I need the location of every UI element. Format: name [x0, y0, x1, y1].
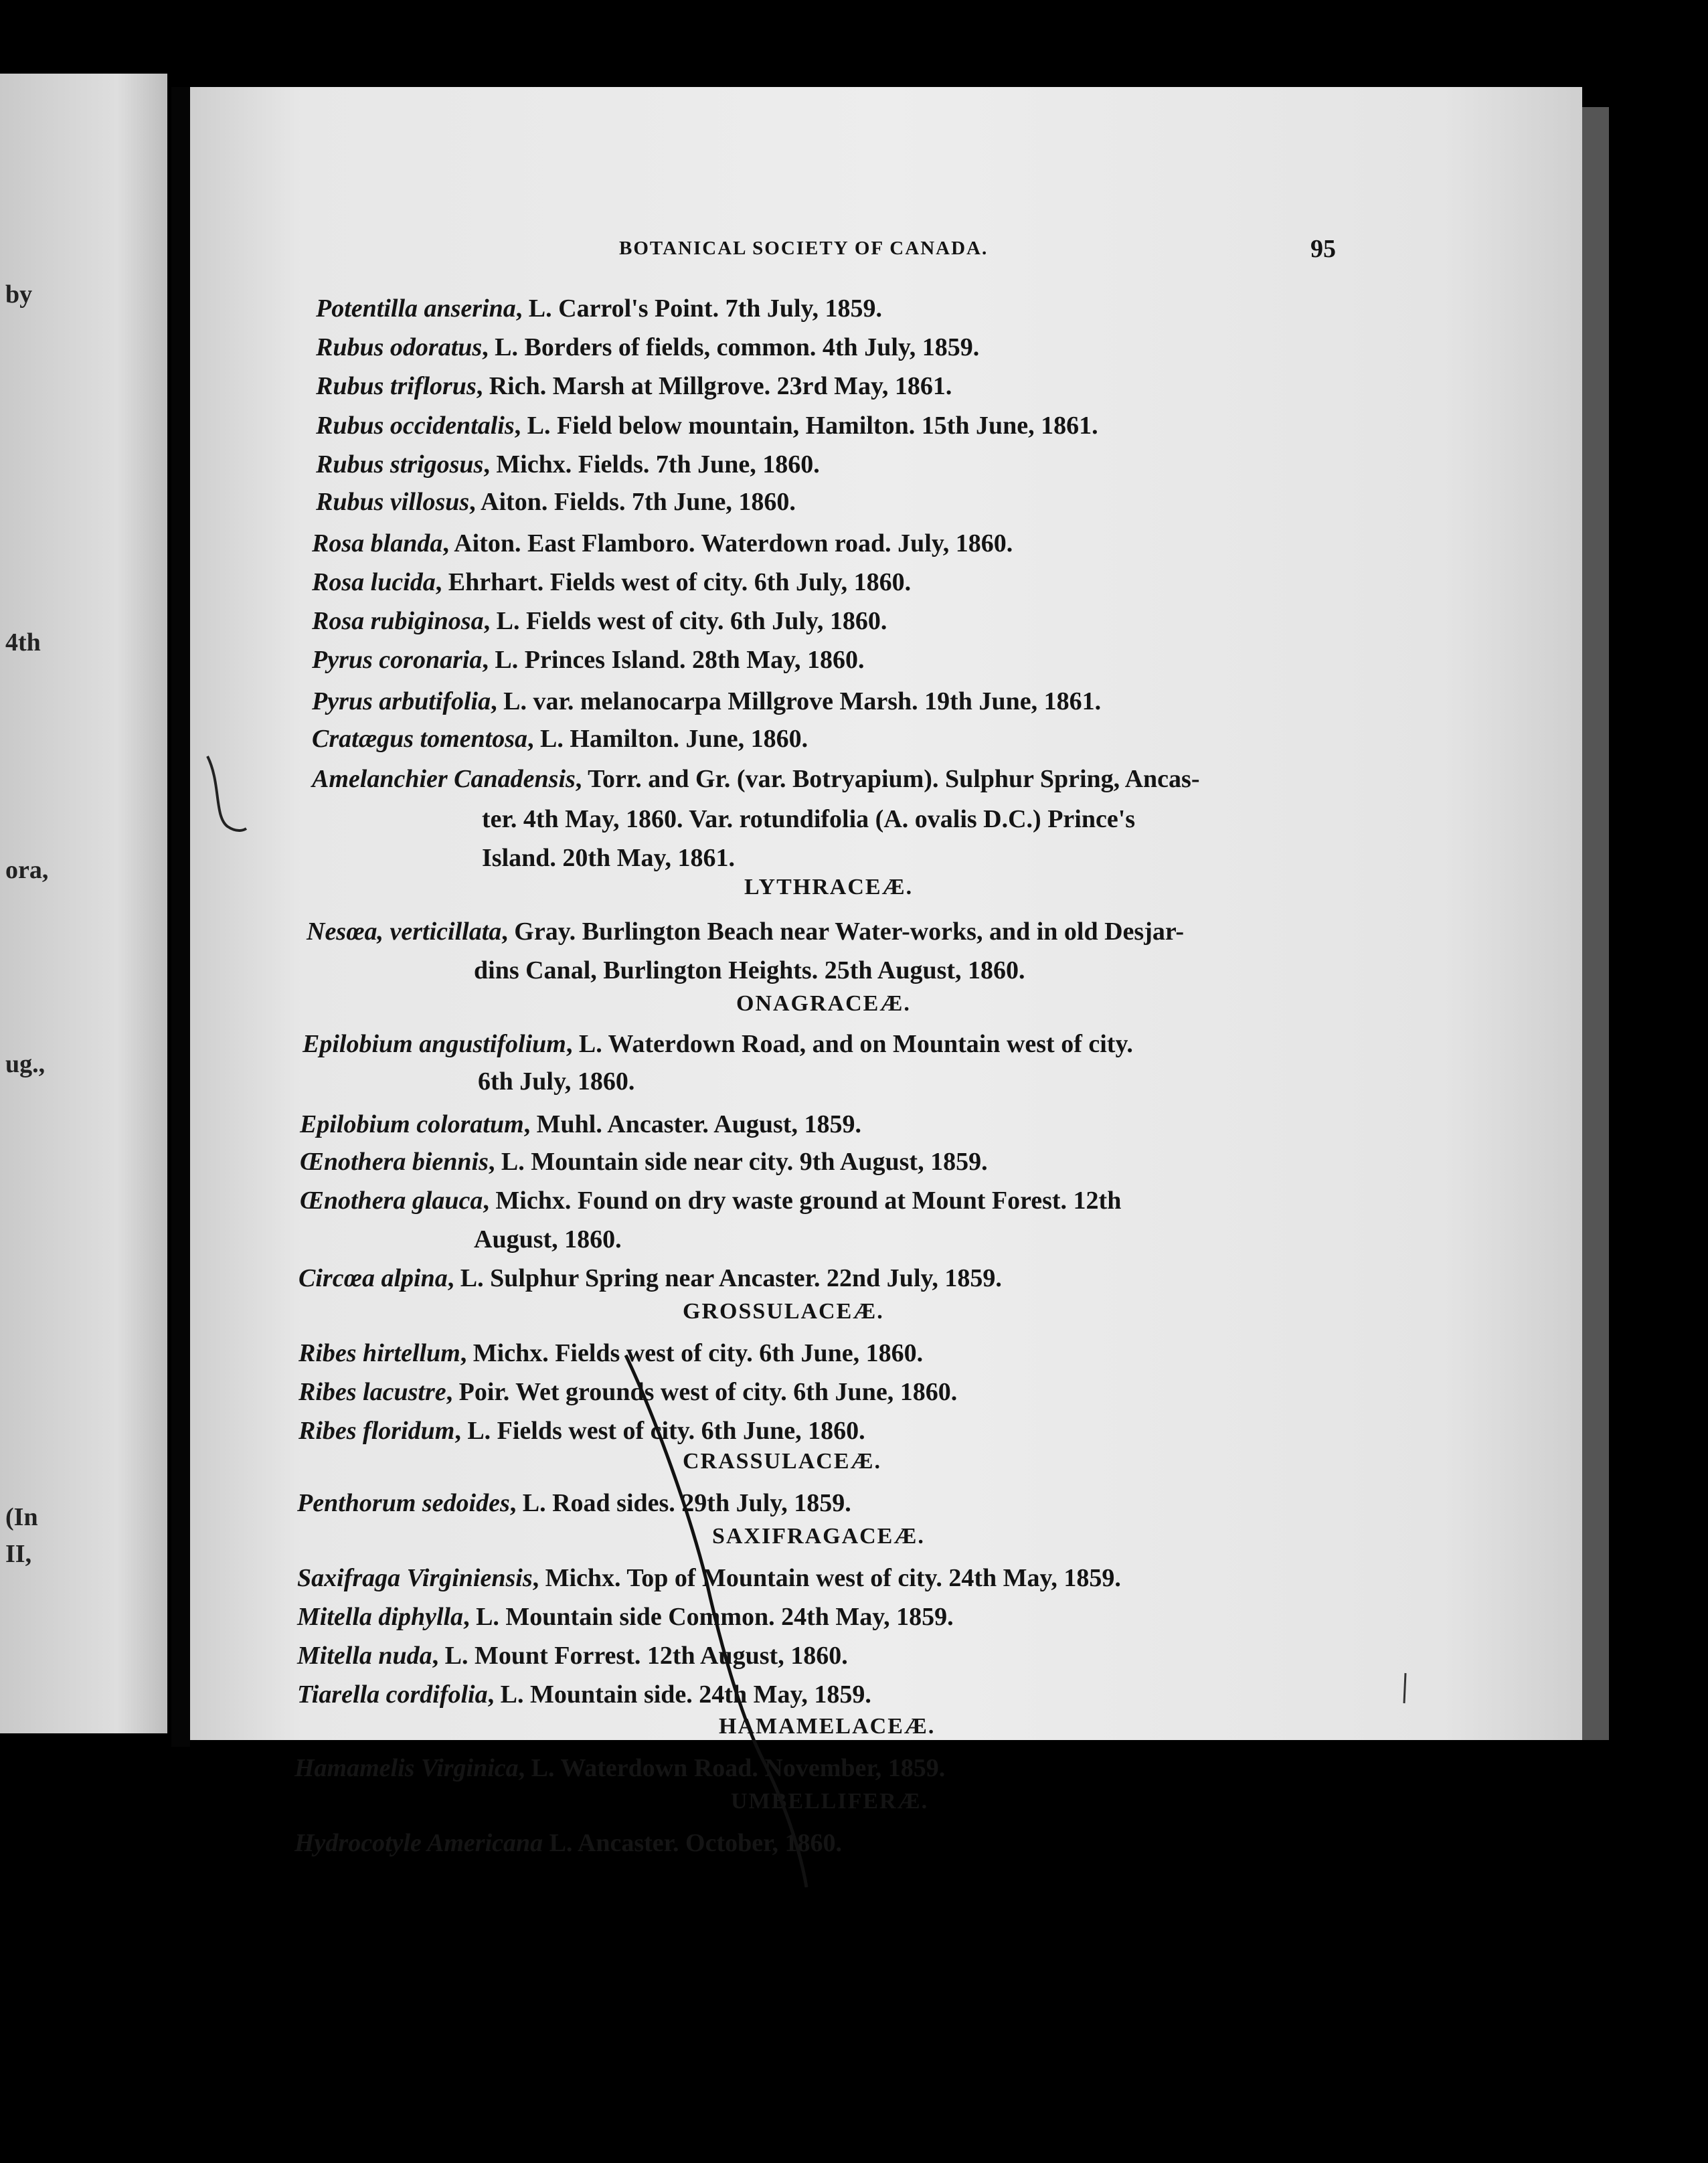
entry-detail: , Michx. Fields west of city. 6th June, 1860. — [460, 1339, 924, 1367]
entry-detail: ter. 4th May, 1860. Var. rotundifolia (A. ovalis D.C.) Prince's — [482, 805, 1136, 833]
page-number: 95 — [1310, 235, 1336, 263]
left-fragment: ug., — [5, 1050, 46, 1078]
species-name: Ribes hirtellum — [298, 1339, 460, 1367]
entry-detail: , L. Road sides. 29th July, 1859. — [509, 1489, 851, 1517]
species-name: Ribes lacustre — [298, 1378, 446, 1406]
species-name: Pyrus coronaria — [312, 646, 483, 674]
species-name: Circœa alpina — [298, 1264, 448, 1292]
species-name: Œnothera glauca — [300, 1187, 483, 1215]
species-name: Cratægus tomentosa — [312, 725, 528, 753]
entry-detail: , L. Princes Island. 28th May, 1860. — [482, 646, 865, 674]
entry-detail: , L. Mountain side Common. 24th May, 1859. — [463, 1603, 954, 1631]
species-name: Pyrus arbutifolia — [312, 687, 491, 715]
entry-detail: , Gray. Burlington Beach near Water-works, and in old Desjar- — [501, 918, 1184, 946]
species-name: Epilobium angustifolium — [303, 1030, 566, 1058]
entry-detail: , L. Waterdown Road. November, 1859. — [518, 1754, 946, 1782]
entry-detail: , Muhl. Ancaster. August, 1859. — [523, 1110, 861, 1138]
entry-detail: , Michx. Found on dry waste ground at Mount Forest. 12th — [483, 1187, 1122, 1215]
family-heading: GROSSULACEÆ. — [683, 1299, 884, 1324]
left-fragment: by — [5, 280, 33, 309]
species-name: Rosa lucida — [312, 568, 436, 596]
entry-detail: , L. Waterdown Road, and on Mountain west of city. — [566, 1030, 1133, 1058]
species-name: Rosa blanda — [312, 529, 443, 557]
entry-detail: , L. Carrol's Point. 7th July, 1859. — [515, 294, 882, 323]
entry-detail: , Torr. and Gr. (var. Botryapium). Sulphur Spring, Ancas- — [575, 765, 1200, 793]
species-name: Rubus villosus — [316, 488, 470, 516]
entry-detail: dins Canal, Burlington Heights. 25th August, 1860. — [474, 956, 1025, 984]
species-name: Potentilla anserina — [316, 294, 516, 323]
entry-detail: , Aiton. Fields. 7th June, 1860. — [469, 488, 796, 516]
entry-detail: , L. Fields west of city. 6th June, 1860. — [454, 1417, 865, 1445]
species-name: Rubus odoratus — [316, 333, 483, 361]
running-header: BOTANICAL SOCIETY OF CANADA. — [619, 238, 989, 259]
species-name: Hydrocotyle Americana — [294, 1829, 543, 1857]
entry-detail: , Michx. Fields. 7th June, 1860. — [483, 450, 820, 479]
species-name: Tiarella cordifolia — [297, 1680, 488, 1709]
family-heading: LYTHRACEÆ. — [744, 875, 914, 899]
entry-detail: L. Ancaster. October, 1860. — [543, 1829, 842, 1857]
species-name: Mitella nuda — [297, 1642, 432, 1670]
entry-detail: Island. 20th May, 1861. — [482, 844, 735, 872]
species-name: Nesœa, verticillata — [307, 918, 502, 946]
entry-detail: , Ehrhart. Fields west of city. 6th July, 1860. — [435, 568, 912, 596]
species-name: Mitella diphylla — [297, 1603, 464, 1631]
species-name: Epilobium coloratum — [300, 1110, 524, 1138]
entry-detail: , L. Mountain side. 24th May, 1859. — [487, 1680, 871, 1709]
species-name: Amelanchier Canadensis — [312, 765, 576, 793]
entry-detail: , L. Mountain side near city. 9th August, 1859. — [488, 1148, 988, 1176]
left-fragment: ora, — [5, 856, 49, 884]
family-heading: ONAGRACEÆ. — [736, 991, 911, 1016]
entry-detail: , L. Borders of fields, common. 4th July, 1859. — [482, 333, 980, 361]
species-name: Œnothera biennis — [300, 1148, 489, 1176]
left-fragment: II, — [5, 1540, 32, 1568]
entry-detail: , L. Mount Forrest. 12th August, 1860. — [432, 1642, 848, 1670]
entry-detail: , L. var. melanocarpa Millgrove Marsh. 19th June, 1861. — [491, 687, 1102, 715]
family-heading: UMBELLIFERÆ. — [731, 1789, 929, 1814]
entry-detail: , L. Field below mountain, Hamilton. 15th June, 1861. — [514, 412, 1098, 440]
species-name: Penthorum sedoides — [297, 1489, 510, 1517]
entry-detail: 6th July, 1860. — [478, 1067, 635, 1096]
family-heading: CRASSULACEÆ. — [683, 1449, 881, 1474]
entry-detail: , Rich. Marsh at Millgrove. 23rd May, 1861. — [476, 372, 952, 400]
entry-detail: , L. Fields west of city. 6th July, 1860. — [483, 607, 887, 635]
entry-detail: , Aiton. East Flamboro. Waterdown road. July, 1860. — [442, 529, 1013, 557]
entry-detail: August, 1860. — [474, 1225, 622, 1253]
species-name: Ribes floridum — [298, 1417, 455, 1445]
left-fragment: (In — [5, 1503, 38, 1531]
entry-detail: , L. Sulphur Spring near Ancaster. 22nd July, 1859. — [447, 1264, 1002, 1292]
species-name: Rosa rubiginosa — [312, 607, 484, 635]
family-heading: HAMAMELACEÆ. — [719, 1714, 936, 1739]
left-fragment: 4th — [5, 628, 41, 657]
entry-detail: , L. Hamilton. June, 1860. — [527, 725, 808, 753]
species-name: Rubus strigosus — [316, 450, 484, 479]
species-name: Rubus occidentalis — [316, 412, 515, 440]
entry-detail: , Michx. Top of Mountain west of city. 24th May, 1859. — [532, 1564, 1121, 1592]
family-heading: SAXIFRAGACEÆ. — [712, 1524, 925, 1549]
species-name: Hamamelis Virginica — [294, 1754, 519, 1782]
entry-detail: , Poir. Wet grounds west of city. 6th June, 1860. — [446, 1378, 958, 1406]
species-name: Rubus triflorus — [316, 372, 477, 400]
species-name: Saxifraga Virginiensis — [297, 1564, 533, 1592]
